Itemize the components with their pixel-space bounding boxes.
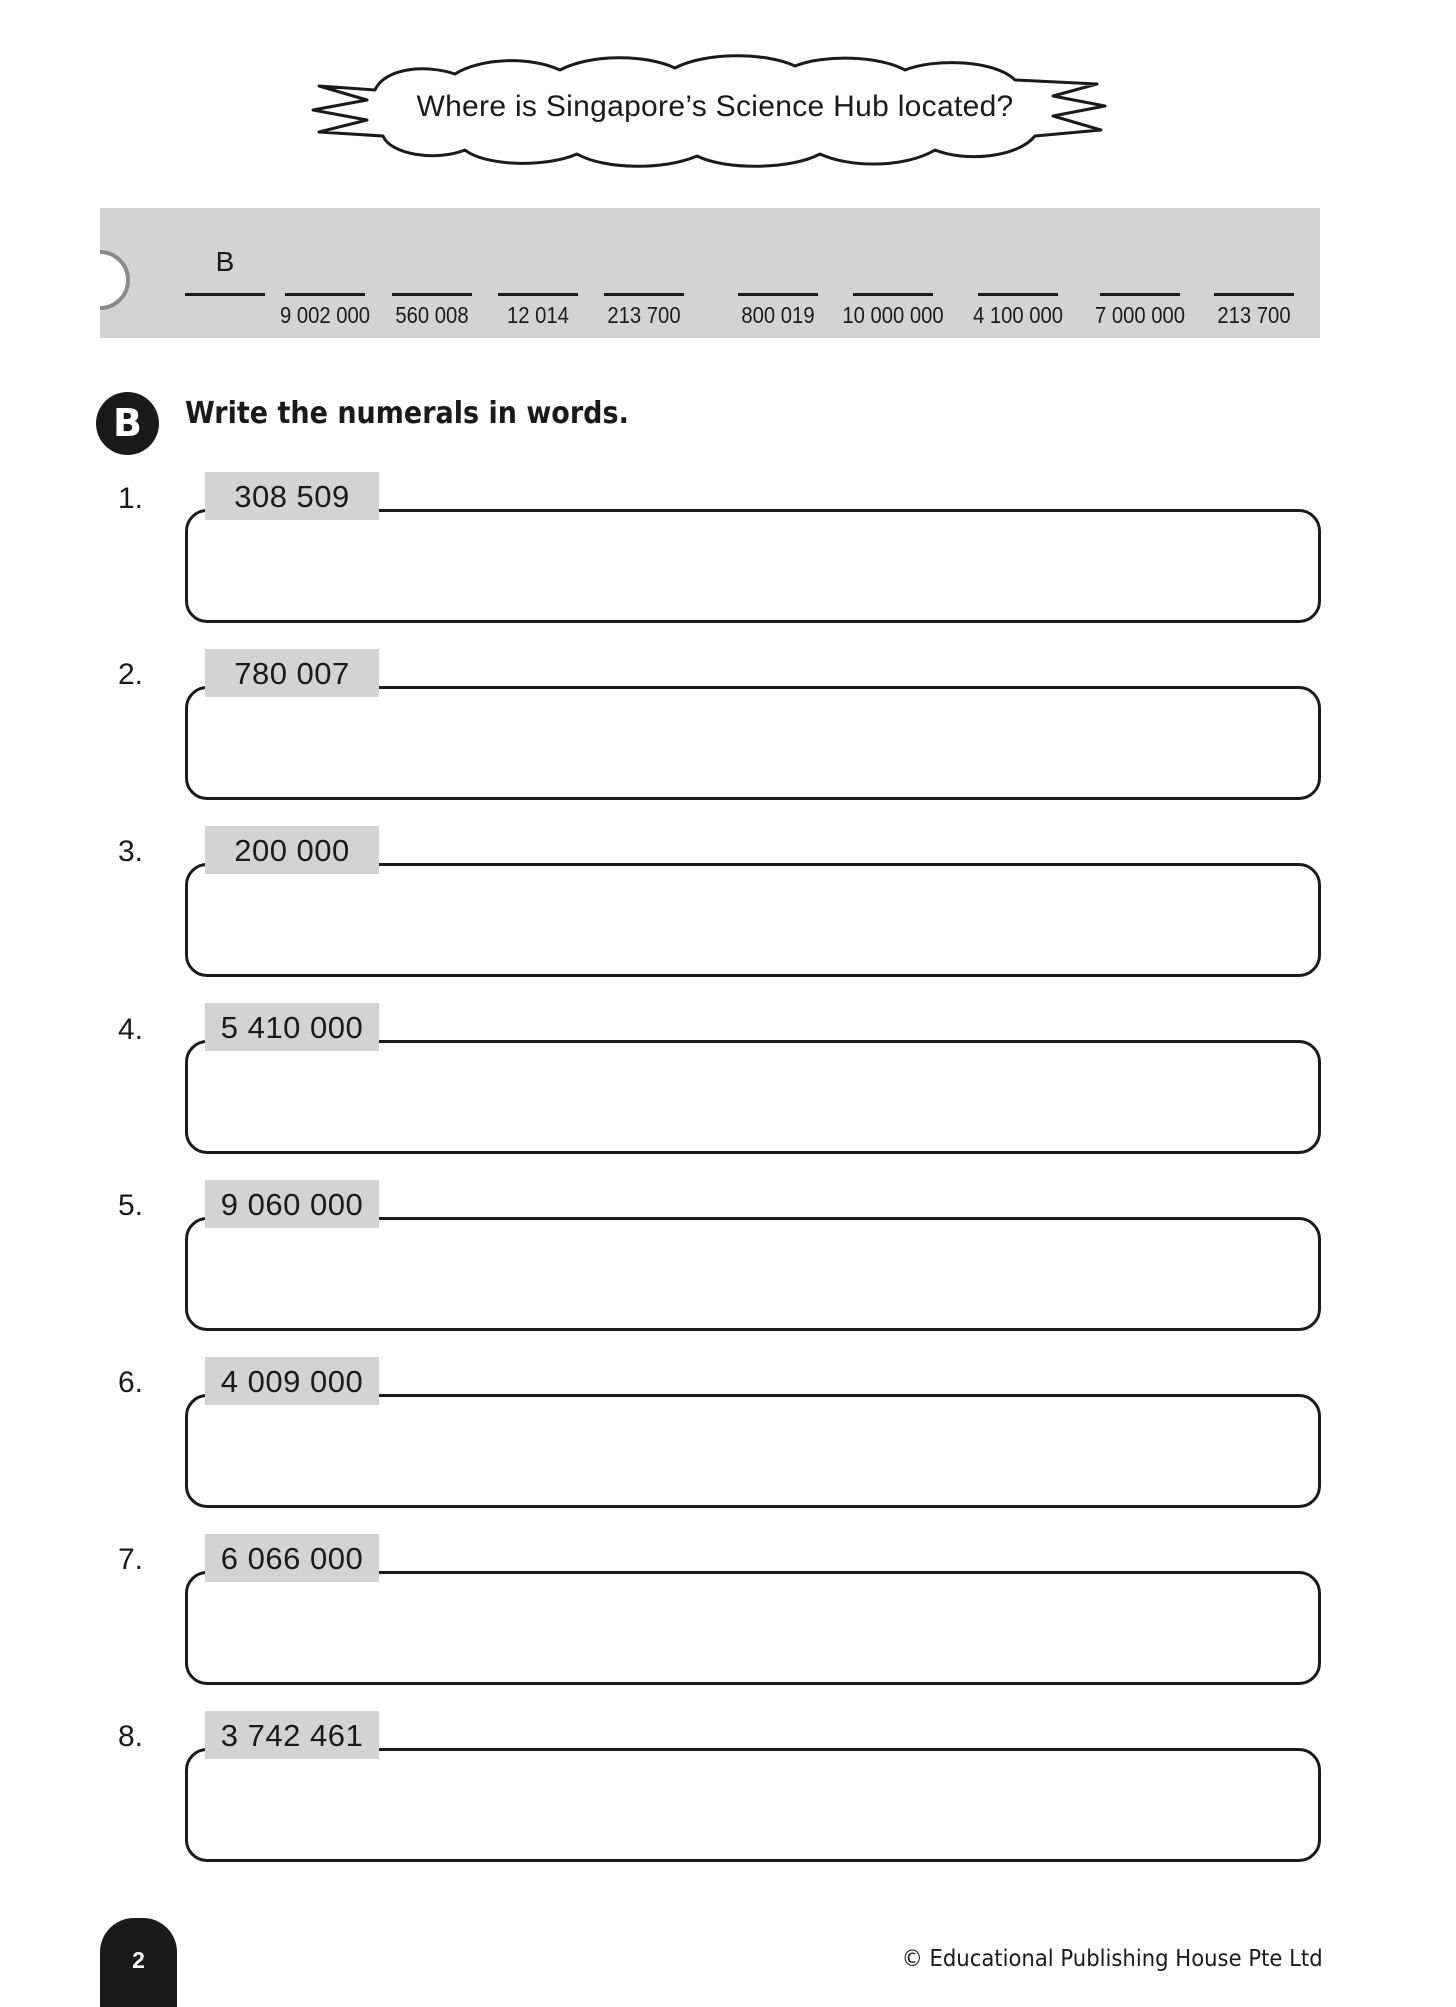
blank-line [392, 293, 472, 296]
question-number: 3. [118, 835, 144, 868]
numeral-label: 200 000 [205, 826, 379, 874]
riddle-question: Where is Singapore’s Science Hub located? [416, 90, 1014, 123]
answer-box[interactable] [185, 686, 1321, 800]
riddle-cloud [305, 50, 1125, 175]
blank-line [604, 293, 684, 296]
numeral-label: 3 742 461 [205, 1711, 379, 1759]
code-number: 12 014 [507, 302, 569, 328]
code-slot[interactable] [604, 238, 684, 333]
code-slot[interactable] [279, 238, 371, 333]
question-number: 7. [118, 1543, 144, 1576]
code-number: 213 700 [607, 302, 681, 328]
copyright-notice: © Educational Publishing House Pte Ltd [901, 1946, 1323, 1972]
question-number: 5. [118, 1189, 144, 1222]
numeral-label: 4 009 000 [205, 1357, 379, 1405]
code-letter: B [215, 246, 235, 277]
numeral-label: 9 060 000 [205, 1180, 379, 1228]
answer-box[interactable] [185, 863, 1321, 977]
code-slot[interactable] [392, 238, 472, 333]
half-circle-icon [100, 250, 134, 310]
code-number: 560 008 [395, 302, 469, 328]
blank-line [285, 293, 365, 296]
numeral-label: 5 410 000 [205, 1003, 379, 1051]
blank-line [1214, 293, 1294, 296]
numeral-label: 308 509 [205, 472, 379, 520]
section-badge: B [96, 392, 159, 455]
code-number: 4 100 000 [972, 302, 1064, 328]
section-title: Write the numerals in words. [185, 396, 629, 431]
blank-line [978, 293, 1058, 296]
code-slot[interactable] [1214, 238, 1294, 333]
answer-box[interactable] [185, 509, 1321, 623]
code-slot[interactable] [498, 238, 578, 333]
code-slot[interactable] [1094, 238, 1186, 333]
numeral-label: 6 066 000 [205, 1534, 379, 1582]
code-number: 9 002 000 [279, 302, 371, 328]
code-number: 213 700 [1217, 302, 1291, 328]
answer-box[interactable] [185, 1748, 1321, 1862]
blank-line [1100, 293, 1180, 296]
code-slot[interactable] [738, 238, 818, 333]
code-slot[interactable] [842, 238, 944, 333]
question-number: 4. [118, 1013, 144, 1046]
question-number: 2. [118, 658, 144, 691]
blank-line [498, 293, 578, 296]
code-slot[interactable] [972, 238, 1064, 333]
code-number: 800 019 [741, 302, 815, 328]
question-number: 8. [118, 1720, 144, 1753]
code-slot[interactable] [185, 238, 265, 333]
blank-line [853, 293, 933, 296]
blank-line [738, 293, 818, 296]
question-number: 6. [118, 1366, 144, 1399]
page-number: 2 [100, 1918, 177, 2007]
numeral-label: 780 007 [205, 649, 379, 697]
answer-box[interactable] [185, 1217, 1321, 1331]
answer-box[interactable] [185, 1394, 1321, 1508]
blank-line [185, 293, 265, 296]
question-number: 1. [118, 482, 144, 515]
answer-box[interactable] [185, 1571, 1321, 1685]
code-number: 10 000 000 [842, 302, 944, 328]
answer-box[interactable] [185, 1040, 1321, 1154]
code-number: 7 000 000 [1094, 302, 1186, 328]
code-answer-bar [100, 208, 1320, 338]
